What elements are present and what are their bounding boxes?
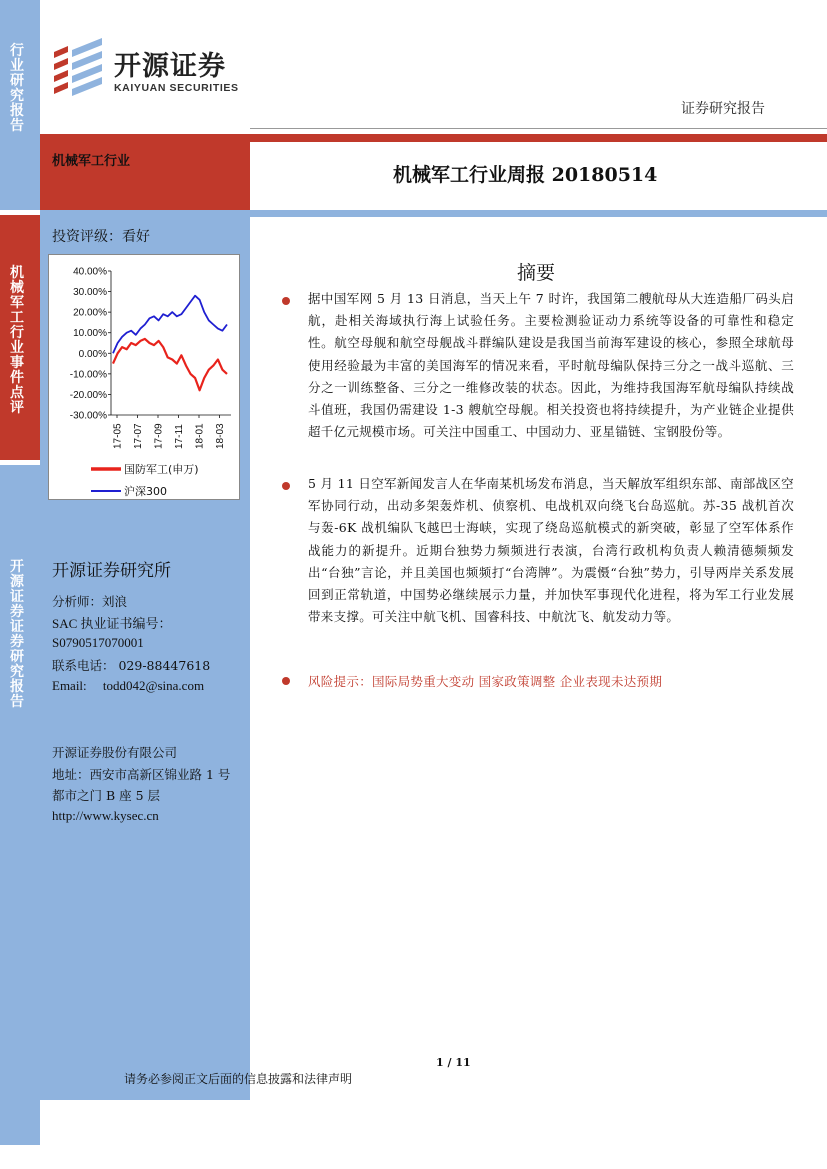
risk-warning: 风险提示：国际局势重大变动 国家政策调整 企业表现未达预期 <box>308 674 663 689</box>
x-tick-label: 18-03 <box>215 423 226 449</box>
logo-text-en: KAIYUAN SECURITIES <box>114 82 239 94</box>
title-top-bar <box>250 134 827 142</box>
disclaimer: 请务必参阅正文后面的信息披露和法律声明 <box>124 1072 353 1086</box>
logo-text-cn: 开源证券 <box>114 51 226 82</box>
bullet-icon <box>282 677 290 685</box>
legend-label: 沪深300 <box>124 485 167 498</box>
company-name: 开源证券股份有限公司 <box>52 745 178 760</box>
sidebar-label-top: 行业研究报告 <box>10 43 24 134</box>
sac-label: SAC 执业证书编号： <box>52 616 172 631</box>
logo <box>48 36 258 106</box>
series-line <box>113 339 227 390</box>
legend-label: 国防军工(申万) <box>124 463 199 476</box>
page-title: 机械军工行业周报 20180514 <box>393 164 658 186</box>
sac-number: S0790517070001 <box>52 635 144 650</box>
email: Email: todd042@sina.com <box>52 678 205 693</box>
industry-box <box>40 134 250 210</box>
y-tick-label: 10.00% <box>73 328 107 340</box>
analyst: 分析师：刘浪 <box>52 594 128 609</box>
y-tick-label: 0.00% <box>78 348 107 360</box>
industry-label: 机械军工行业 <box>52 154 131 169</box>
y-tick-label: 30.00% <box>73 287 107 299</box>
sidebar-label-bottom: 开源证券证券研究报告 <box>10 559 24 710</box>
title-bottom-bar <box>250 210 827 217</box>
bullet-icon <box>282 297 290 305</box>
x-tick-label: 18-01 <box>194 423 206 449</box>
x-tick-label: 17-11 <box>174 424 185 449</box>
header-divider <box>250 128 827 129</box>
chart-svg <box>49 255 241 501</box>
x-tick-label: 17-07 <box>133 423 144 449</box>
sidebar-label-middle: 机械军工行业事件点评 <box>10 265 24 416</box>
address-line-1: 地址：西安市高新区锦业路 1 号 <box>52 767 231 782</box>
phone: 联系电话： 029-88447618 <box>52 658 211 673</box>
y-tick-label: -20.00% <box>69 389 107 401</box>
bullet-icon <box>282 482 290 490</box>
abstract-paragraph-2: 5 月 11 日空军新闻发言人在华南某机场发布消息，当天解放军组织东部、南部战区空军协同行动，出动多架轰炸机、侦察机、电战机双向绕飞台岛巡航。苏-35 战机首次与轰-6K 战机编队飞越巴士海峡，实现了绕岛巡航模式的新突破，彰显了空军体系作战能力的新提升。近期台独势力频频进行表演，台湾行政机构负责人赖清德频频发出“台独”言论，并且美国也频频打“台湾牌”。为震慑“台独”势力，引导两岸关系发展回到正常轨道，中国势必继续展示力量，并加快军事现代化进程，将为军工行业发展带来支撑。可关注中航飞机、国睿科技、中航沈飞、航发动力等。 <box>308 476 794 625</box>
abstract-title: 摘要 <box>517 262 556 284</box>
investment-rating: 投资评级：看好 <box>52 229 150 245</box>
y-tick-label: -10.00% <box>69 369 107 381</box>
y-tick-label: 40.00% <box>73 266 107 278</box>
logo-mark-icon <box>48 36 108 100</box>
performance-chart <box>48 254 240 500</box>
x-tick-label: 17-05 <box>112 423 124 449</box>
address-line-2: 都市之门 B 座 5 层 <box>52 788 161 803</box>
report-type: 证券研究报告 <box>681 101 765 117</box>
x-tick-label: 17-09 <box>153 423 165 449</box>
abstract-paragraph-1: 据中国军网 5 月 13 日消息，当天上午 7 时许，我国第二艘航母从大连造船厂码头启航，赴相关海域执行海上试验任务。主要检测验证动力系统等设备的可靠性和稳定性。航空母舰和航空母舰战斗群编队建设是我国当前海军建设的核心，参照全球航母使用经验最为丰富的美国海军的情况来看，平时航母编队保持三分之一战斗巡航、三分之一训练整备、三分之一维修改装的状态。因此，为维持我国海军航母编队持续战斗值班，我国仍需建设 1-3 艘航空母舰。相关投资也将持续提升，为产业链企业提供超千亿元规模市场。可关注中国重工、中国动力、亚星锚链、宝钢股份等。 <box>308 291 794 440</box>
institute-name: 开源证券研究所 <box>52 561 171 581</box>
website-link[interactable]: http://www.kysec.cn <box>52 808 159 823</box>
page-number: 1 / 11 <box>436 1056 471 1069</box>
y-tick-label: -30.00% <box>69 410 107 422</box>
y-tick-label: 20.00% <box>73 307 107 319</box>
